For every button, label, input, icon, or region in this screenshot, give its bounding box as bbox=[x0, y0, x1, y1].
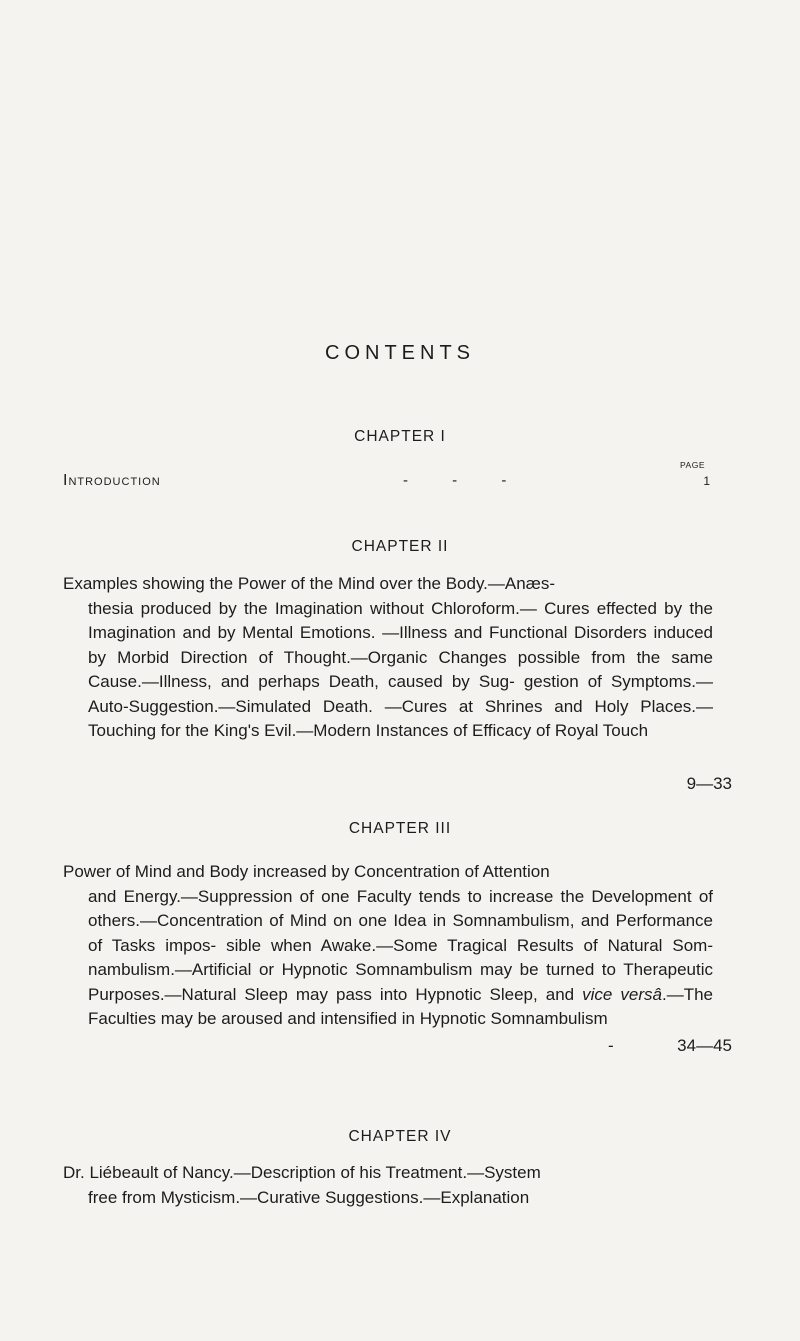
chapter-3-text-b: .—The Faculties may be aroused and intensified in Hypnotic Somnambulism bbox=[88, 984, 713, 1028]
chapter-1-heading: CHAPTER I bbox=[354, 428, 446, 445]
chapter-1-title: Introduction bbox=[63, 472, 161, 489]
chapter-3-text-a: and Energy.—Suppression of one Faculty tends to increase the Development of others.—Concentration of Mind on one Idea in Somnambulism, and Performance of Tasks impos- sible when Awake.—Some Tragical Results of Natural Som- nambulism.—Artificial or Hypnotic Somnambulism may be turned to Therapeutic Purposes.—Natural Sleep may pass into Hypnotic Sleep, and bbox=[88, 886, 713, 1004]
chapter-3-leader: - bbox=[608, 1036, 614, 1055]
chapter-3-summary-rest bbox=[63, 885, 713, 1032]
chapter-1-pages: 1 bbox=[703, 474, 710, 488]
chapter-3-pages: 34—45 bbox=[677, 1036, 732, 1055]
chapter-1-leader: - - - bbox=[403, 472, 507, 489]
chapter-4-summary-rest: free from Mysticism.—Curative Suggestions.—Explanation bbox=[88, 1187, 530, 1207]
chapter-2-pages: 9—33 bbox=[686, 774, 732, 793]
contents-title: CONTENTS bbox=[325, 342, 475, 364]
chapter-2-summary-first-line: Examples showing the Power of the Mind over the Body.—Anæs- bbox=[63, 574, 555, 593]
page-column-label: PAGE bbox=[680, 460, 705, 470]
chapter-2-summary-rest: thesia produced by the Imagination without Chloroform.— Cures effected by the Imagination and by Mental Emotions. —Illness and Functional Disorders induced by Morbid Direction of Thought.—Organic Changes possible from the same Cause.—Illness, and perhaps Death, caused by Sug- gestion of Symptoms.—Auto-Suggestion.—Simulated Death. —Cures at Shrines and Holy Places.—Touching for the King's Evil.—Modern Instances of Efficacy of Royal Touch bbox=[88, 598, 713, 740]
chapter-3-summary bbox=[63, 860, 713, 1032]
chapter-3-heading: CHAPTER III bbox=[348, 820, 452, 837]
chapter-3-text-italic: vice versâ bbox=[582, 984, 662, 1004]
chapter-2-heading: CHAPTER II bbox=[351, 538, 449, 555]
chapter-4-summary bbox=[63, 1161, 713, 1210]
chapter-2-summary bbox=[63, 572, 713, 744]
chapter-4-summary-first-line: Dr. Liébeault of Nancy.—Description of his Treatment.—System bbox=[63, 1163, 541, 1182]
chapter-3-summary-first-line: Power of Mind and Body increased by Concentration of Attention bbox=[63, 862, 550, 881]
chapter-4-heading: CHAPTER IV bbox=[348, 1128, 452, 1145]
chapter-1-entry bbox=[63, 472, 713, 494]
